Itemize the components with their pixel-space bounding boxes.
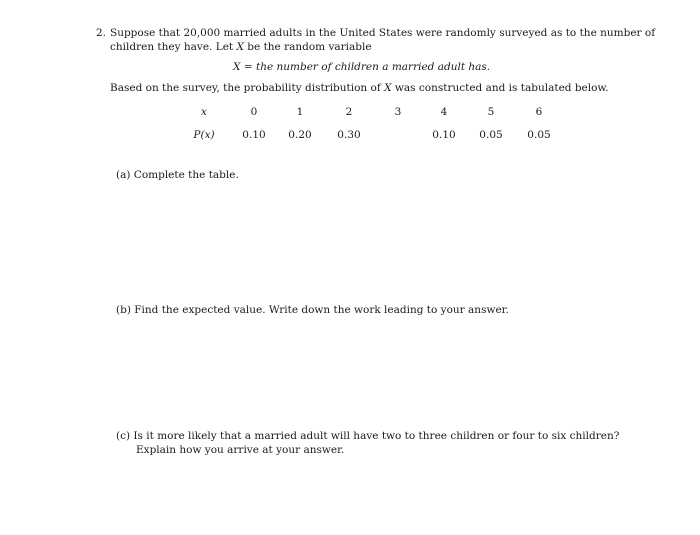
table-p-cell: 0.20 (288, 129, 312, 141)
variable-definition: X = the number of children a married adult has. (233, 61, 491, 73)
table-x-cell: 2 (345, 106, 353, 118)
part-a: (a) Complete the table. (116, 169, 239, 181)
table-x-cell: 3 (394, 106, 402, 118)
table-p-cell: 0.05 (479, 129, 503, 141)
table-p-header: P(x) (193, 129, 215, 141)
table-x-header: x (201, 106, 207, 118)
part-b: (b) Find the expected value. Write down the work leading to your answer. (116, 304, 509, 316)
table-x-cell: 6 (535, 106, 543, 118)
table-p-cell: 0.05 (527, 129, 551, 141)
table-x-cell: 5 (487, 106, 495, 118)
table-x-cell: 0 (250, 106, 258, 118)
table-p-cell: 0.30 (337, 129, 361, 141)
table-p-cell: 0.10 (432, 129, 456, 141)
part-c-line-2: Explain how you arrive at your answer. (136, 444, 345, 456)
based-on-line: Based on the survey, the probability distribution of X was constructed and is tabulated below. (110, 82, 609, 94)
intro-line-2: children they have. Let X be the random variable (110, 41, 372, 53)
intro-line-1: Suppose that 20,000 married adults in the United States were randomly surveyed as to the number of (110, 27, 656, 39)
table-x-cell: 4 (440, 106, 448, 118)
table-x-cell: 1 (296, 106, 304, 118)
part-c-line-1: (c) Is it more likely that a married adult will have two to three children or four to six children? (116, 430, 620, 442)
problem-number: 2. (96, 27, 107, 39)
table-p-cell: 0.10 (242, 129, 266, 141)
